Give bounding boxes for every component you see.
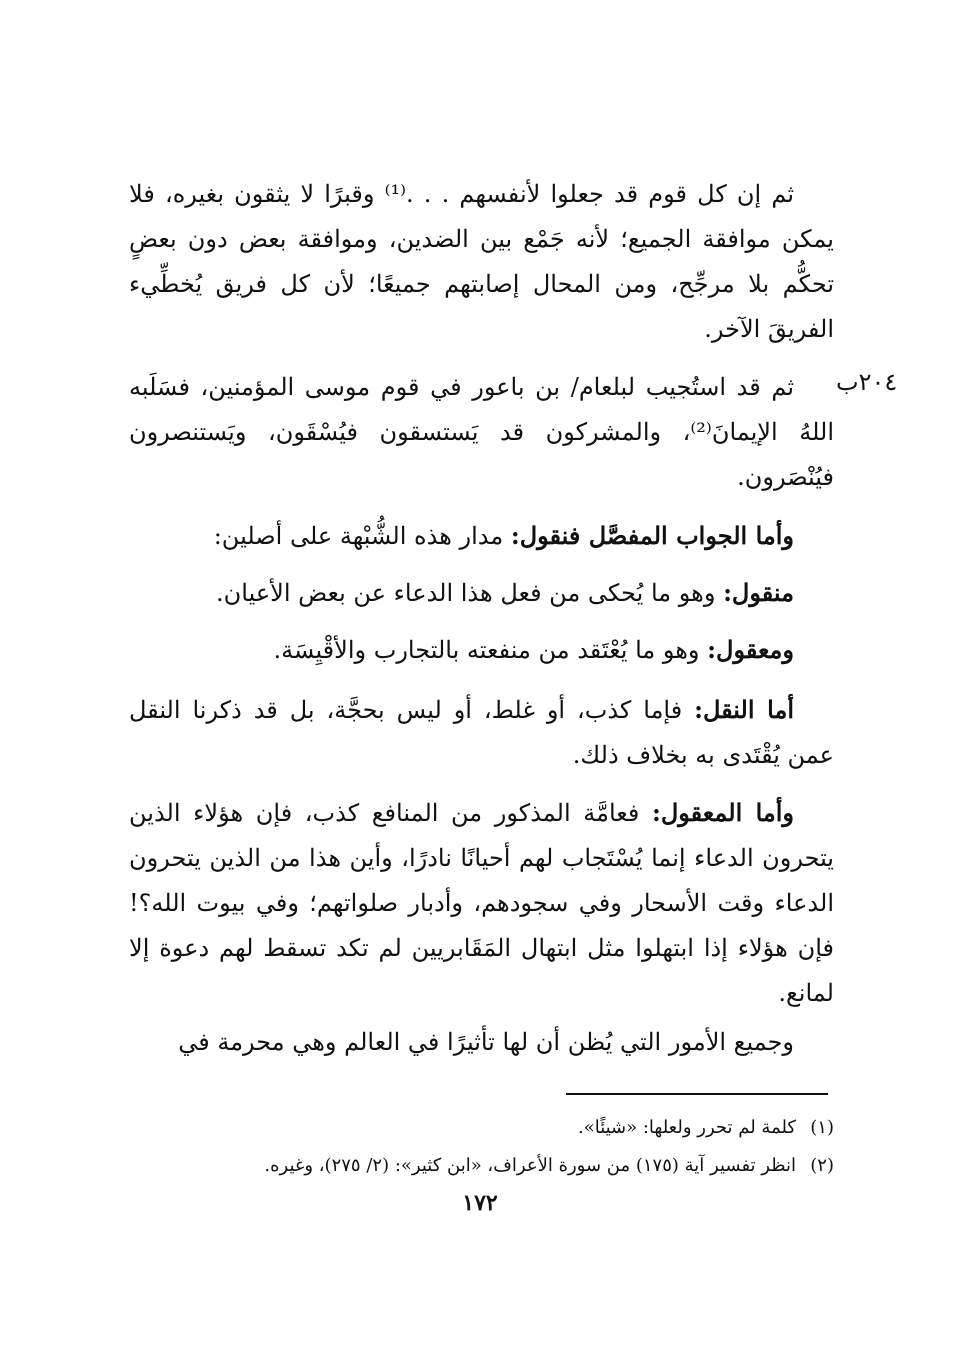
paragraph-4-lead: منقول:: [723, 578, 794, 607]
paragraph-8: [129, 1020, 834, 1065]
paragraph-5-lead: ومعقول:: [707, 635, 794, 664]
footnote-1-number: (١): [810, 1117, 834, 1138]
paragraph-2-text: ثم قد استُجيب لبلعام/ بن باعور في قوم موسى المؤمنين، فسَلَبه اللهُ الإيمانَ⁽²⁾، والمشركون قد يَستسقون فيُسْقَون، ويَستنصرون فيُنْصَرون.: [129, 373, 834, 491]
paragraph-1-text: ثم إن كل قوم قد جعلوا لأنفسهم . . .⁽¹⁾ وقبرًا لا يثقون بغيره، فلا يمكن موافقة الجميع؛ لأنه جَمْع بين الضدين، وموافقة بعض دون بعضٍ تحكُّم بلا مرجِّح، ومن المحال إصابتهم جميعًا؛ لأن كل فريق يُخطِّيء الفريقَ الآخر.: [129, 180, 834, 343]
footnote-2-number: (٢): [810, 1155, 834, 1176]
paragraph-6-lead: أما النقل:: [694, 695, 794, 724]
paragraph-4: [129, 570, 834, 616]
paragraph-1: [129, 172, 834, 352]
margin-folio-reference: ٢٠٤ب: [836, 368, 898, 396]
paragraph-3-lead: وأما الجواب المفصَّل فنقول:: [510, 521, 794, 550]
paragraph-7: [129, 790, 834, 1016]
paragraph-8-text: وجميع الأمور التي يُظن أن لها تأثيرًا في العالم وهي محرمة في: [178, 1028, 794, 1056]
paragraph-2: [129, 365, 834, 500]
paragraph-6-text: فإما كذب، أو غلط، أو ليس بحجَّة، بل قد ذكرنا النقل عمن يُقْتَدى به بخلاف ذلك.: [129, 696, 834, 769]
paragraph-3-text: مدار هذه الشُّبْهة على أصلين:: [213, 522, 511, 550]
footnote-separator: [566, 1093, 828, 1095]
paragraph-6: [129, 687, 834, 778]
footnote-1: [129, 1114, 834, 1142]
paragraph-7-text: فعامَّة المذكور من المنافع كذب، فإن هؤلاء الذين يتحرون الدعاء إنما يُسْتَجاب لهم أحيانًا نادرًا، وأين هذا من الذين يتحرون الدعاء وقت الأسحار وفي سجودهم، وأدبار صلواتهم؛ وفي بيوت الله؟! فإن هؤلاء إذا ابتهلوا مثل ابتهال المَقَابريين لم تكد تسقط لهم دعوة إلا لمانع.: [129, 799, 834, 1007]
paragraph-5: [129, 627, 834, 673]
footnote-2-text: انظر تفسير آية (١٧٥) من سورة الأعراف، «ابن كثير»: (٢/ ٢٧٥)، وغيره.: [264, 1155, 796, 1176]
paragraph-4-text: وهو ما يُحكى من فعل هذا الدعاء عن بعض الأعيان.: [216, 579, 724, 607]
footnote-2: [129, 1152, 834, 1180]
page-number: ١٧٢: [462, 1190, 498, 1216]
paragraph-3: [129, 513, 834, 559]
footnote-1-text: كلمة لم تحرر ولعلها: «شيئًا».: [577, 1117, 796, 1138]
paragraph-5-text: وهو ما يُعْتَقد من منفعته بالتجارب والأقْيِسَة.: [273, 636, 708, 664]
paragraph-7-lead: وأما المعقول:: [651, 798, 795, 827]
